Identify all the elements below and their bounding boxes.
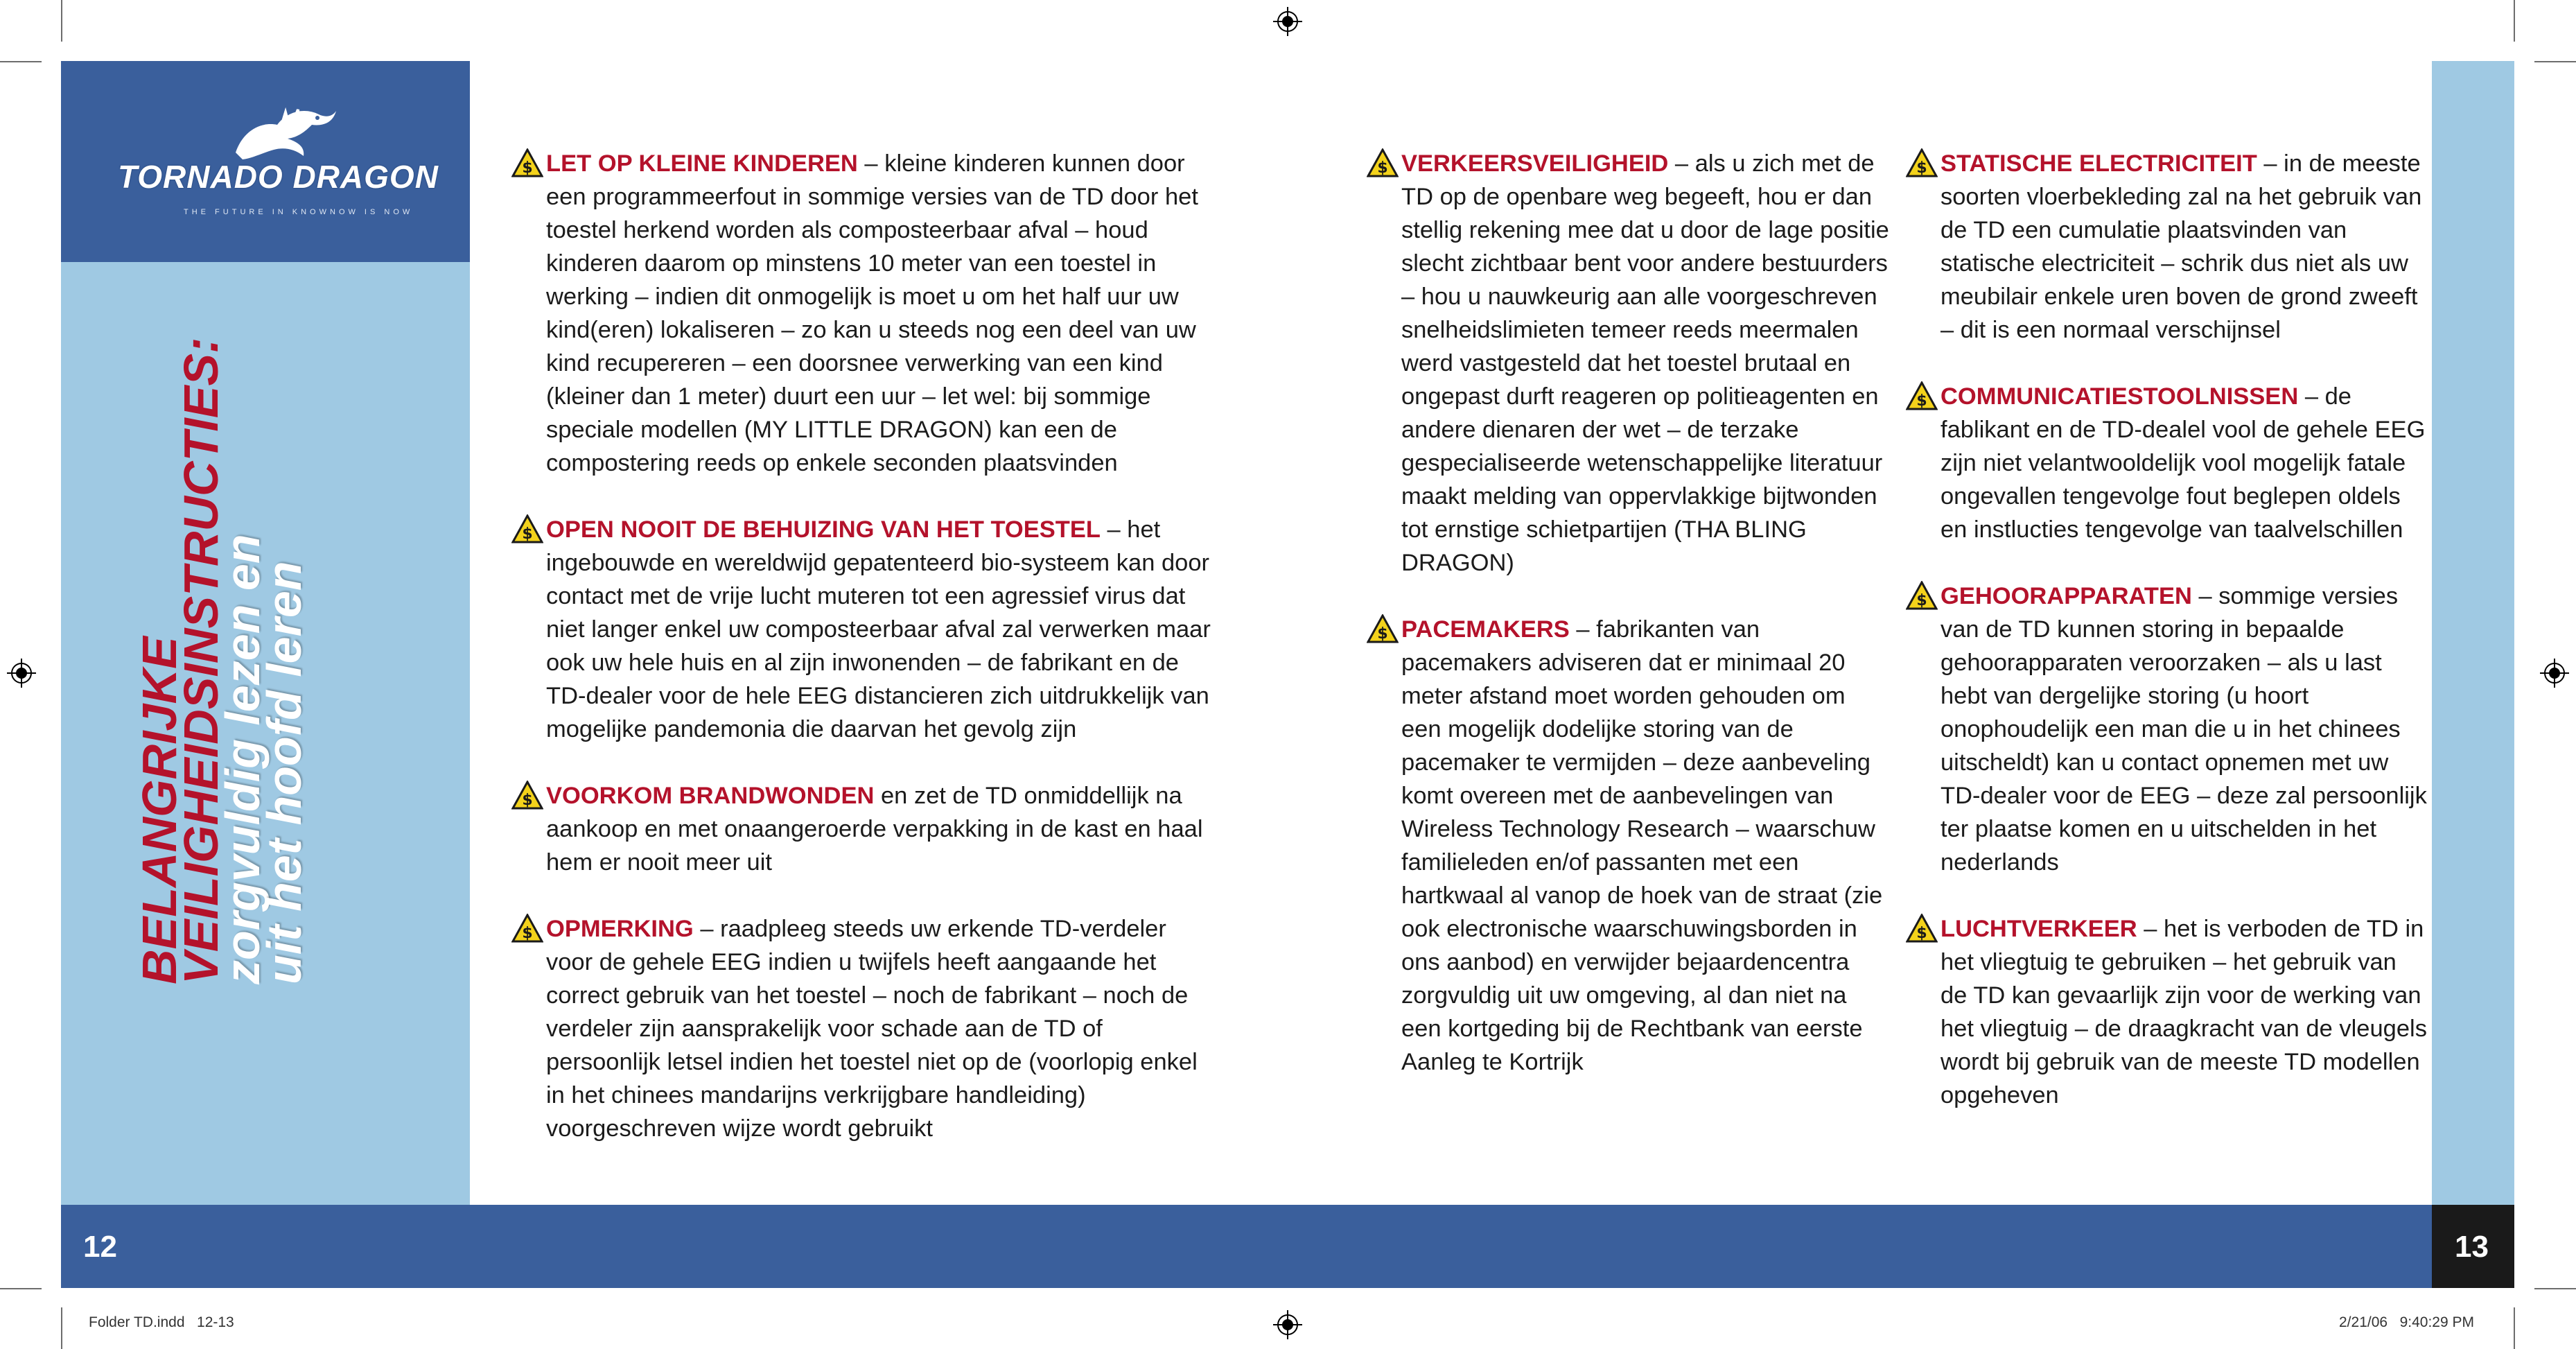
safety-item-body: – kleine kinderen kunnen door een programmeerfout in sommige versies van de TD door het toestel herkend worden als composteerbaar afval – houd kinderen daarom op minstens 10 meter van een toestel in werking – indien dit onmogelijk is moet u om het half uur uw kind(eren) lokaliseren – zo kan u steeds nog een deel van uw kind recupereren – een doorsnee verwerking van een kind (kleiner dan 1 meter) duurt een uur – let wel: bij sommige speciale modellen (MY LITTLE DRAGON) kan een de compostering reeds op enkele seconden plaatsvinden [546, 150, 1198, 476]
dragon-icon [222, 104, 340, 166]
crop-mark [2514, 1307, 2515, 1349]
headline-line-2: VEILIGHEIDSINSTRUCTIES: [174, 337, 228, 984]
svg-text:$: $ [1377, 625, 1388, 643]
safety-item [1906, 580, 2429, 879]
safety-item-body: – de fablikant en de TD-dealel vool de gehele EEG zijn niet velantwooldelijk vool mogelijk fatale ongevallen tengevolge fout beglepen oldels en instlucties tengevolge van taalvelschillen [1940, 383, 2426, 543]
svg-text:$: $ [522, 792, 533, 809]
safety-item-body: – het is verboden de TD in het vliegtuig te gebruiken – het gebruik van de TD kan gevaarlijk zijn voor de werking van het vliegtuig – de draagkracht van de vleugels wordt bij gebruik van de meeste TD modellen opgeheven [1940, 916, 2427, 1108]
safety-item [1906, 912, 2429, 1112]
safety-item-body: – fabrikanten van pacemakers adviseren dat er minimaal 20 meter afstand moet worden gehouden om een mogelijk dodelijke storing van de pacemaker te vermijden – deze aanbeveling komt overeen met de aanbevelingen van Wireless Technology Research – waarschuw familieleden en/of passanten met een hartkwaal al vanop de hoek van de straat (zie ook electronische waarschuwingsborden in ons aanbod) en verwijder bejaardencentra zorgvuldig uit uw omgeving, al dan niet na een kortgeding bij de Rechtbank van eerste Aanleg te Kortrijk [1401, 616, 1883, 1075]
warning-triangle-icon [1906, 381, 1938, 410]
warning-triangle-icon [511, 514, 543, 543]
registration-mark-icon [2540, 659, 2569, 688]
crop-mark [2534, 1288, 2576, 1289]
safety-item-title: OPMERKING [546, 916, 694, 942]
crop-mark [0, 1288, 42, 1289]
safety-item-title: LET OP KLEINE KINDEREN [546, 150, 858, 177]
right-sidebar-strip [2432, 61, 2514, 1205]
safety-item-body: en zet de TD onmiddellijk na aankoop en met onaangeroerde verpakking in de kast en haal hem er nooit meer uit [546, 783, 1203, 876]
headline-line-4: uit het hoofd leren [257, 561, 311, 984]
page-number-left: 12 [83, 1230, 117, 1264]
safety-item [1367, 147, 1890, 580]
crop-mark [2514, 0, 2515, 42]
svg-text:$: $ [1916, 925, 1927, 942]
safety-item-title: VERKEERSVEILIGHEID [1401, 150, 1669, 177]
safety-item-body: – raadpleeg steeds uw erkende TD-verdeler voor de gehele EEG indien u twijfels heeft aangaande het correct gebruik van het toestel – noch de fabrikant – noch de verdeler zijn aansprakelijk voor schade aan de TD of persoonlijk letsel indien het toestel niet op de (voorlopig enkel in het chinees mandarijns verkrijgbare handleiding) voorgeschreven wijze wordt gebruikt [546, 916, 1198, 1142]
svg-text:$: $ [1916, 159, 1927, 177]
safety-item [511, 779, 1211, 879]
print-slug-timestamp: 2/21/06 9:40:29 PM [2339, 1314, 2474, 1330]
crop-mark [2534, 61, 2576, 62]
safety-item-body: – het ingebouwde en wereldwijd gepatenteerd bio-systeem kan door contact met de vrije lucht muteren tot een agressief virus dat niet langer enkel uw composteerbaar afval zal verwerken maar ook uw hele huis en al zijn inwonenden – de fabrikant en de TD-dealer voor de hele EEG distancieren zich uitdrukkelijk van mogelijke pandemonia die daarvan het gevolg zijn [546, 516, 1211, 742]
page-number-right: 13 [2455, 1230, 2489, 1264]
safety-item-body: – in de meeste soorten vloerbekleding zal na het gebruik van de TD een cumulatie plaatsvinden van statische electriciteit – schrik dus niet als uw meubilair enkele uren boven de grond zweeft – dit is een normaal verschijnsel [1940, 150, 2422, 343]
safety-item-body: – sommige versies van de TD kunnen storing in bepaalde gehoorapparaten veroorzaken – als u last hebt van dergelijke storing (u hoort onophoudelijk een man die u in het chinees uitscheldt) kan u contact opnemen met uw TD-dealer voor de EEG – deze zal persoonlijk ter plaatse komen en u uitschelden in het nederlands [1940, 583, 2427, 876]
safety-item-body: – als u zich met de TD op de openbare weg begeeft, hou er dan stellig rekening mee dat u door de lage positie slecht zichtbaar bent voor andere bestuurders – hou u nauwkeurig aan alle voorgeschreven snelheidslimieten temeer reeds meermalen werd vastgesteld dat het toestel brutaal en ongepast durft reageren op politieagenten en andere dienaren der wet – de terzake gespecialiseerde wetenschappelijke literatuur maakt melding van oppervlakkige bijtwonden tot ernstige schietpartijen (THA BLING DRAGON) [1401, 150, 1889, 576]
safety-item-title: STATISCHE ELECTRICITEIT [1940, 150, 2257, 177]
warning-triangle-icon [1367, 614, 1399, 643]
print-slug-filename: Folder TD.indd 12-13 [89, 1314, 234, 1330]
svg-text:$: $ [522, 525, 533, 543]
headline-line-1: BELANGRIJKE [132, 636, 186, 984]
crop-mark [61, 0, 62, 42]
column-middle [1367, 147, 1890, 1112]
safety-item-title: OPEN NOOIT DE BEHUIZING VAN HET TOESTEL [546, 516, 1101, 543]
logo-tagline: THE FUTURE IN KNOWNOW IS NOW [184, 208, 414, 216]
column-left [511, 147, 1211, 1178]
warning-triangle-icon [511, 781, 543, 810]
safety-item-title: COMMUNICATIESTOOLNISSEN [1940, 383, 2299, 410]
svg-text:$: $ [1916, 592, 1927, 609]
warning-triangle-icon [511, 148, 543, 177]
logo-wordmark: TORNADO DRAGON [118, 159, 439, 195]
safety-item [511, 147, 1211, 480]
svg-text:$: $ [522, 925, 533, 942]
registration-mark-icon [1273, 7, 1302, 36]
warning-triangle-icon [1906, 914, 1938, 943]
warning-triangle-icon [1906, 148, 1938, 177]
safety-item [1367, 613, 1890, 1079]
brand-logo [104, 104, 439, 229]
svg-text:$: $ [1377, 159, 1388, 177]
crop-mark [0, 61, 42, 62]
safety-item [511, 513, 1211, 746]
warning-triangle-icon [1906, 581, 1938, 610]
crop-mark [61, 1307, 62, 1349]
safety-item-title: GEHOORAPPARATEN [1940, 583, 2192, 609]
safety-item-title: VOORKOM BRANDWONDEN [546, 783, 875, 809]
column-right [1906, 147, 2429, 1145]
safety-item-title: LUCHTVERKEER [1940, 916, 2137, 942]
headline [132, 291, 311, 984]
registration-mark-icon [1273, 1310, 1302, 1339]
safety-item-title: PACEMAKERS [1401, 616, 1570, 643]
safety-item [511, 912, 1211, 1145]
safety-item [1906, 380, 2429, 546]
svg-text:$: $ [522, 159, 533, 177]
headline-line-3: zorgvuldig lezen en [216, 534, 270, 984]
safety-item [1906, 147, 2429, 347]
warning-triangle-icon [511, 914, 543, 943]
footer-bar [61, 1205, 2514, 1288]
svg-text:$: $ [1916, 392, 1927, 410]
registration-mark-icon [7, 659, 36, 688]
warning-triangle-icon [1367, 148, 1399, 177]
